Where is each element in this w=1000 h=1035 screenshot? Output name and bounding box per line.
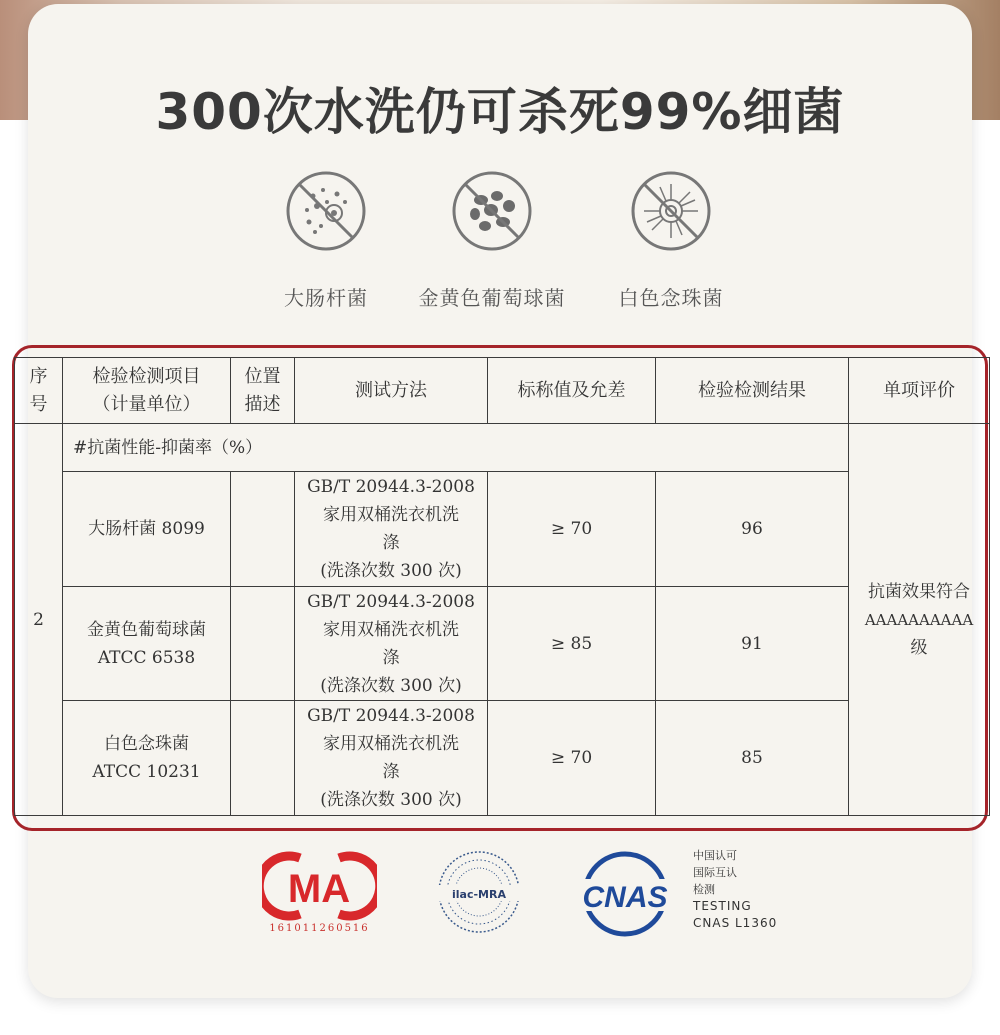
position-cell bbox=[231, 701, 295, 816]
bacteria-label: 金黄色葡萄球菌 bbox=[418, 286, 566, 310]
row-index: 2 bbox=[15, 424, 63, 816]
cma-number: 161011260516 bbox=[269, 923, 370, 934]
table-row bbox=[15, 587, 990, 701]
result-cell: 91 bbox=[656, 587, 849, 701]
cma-logo bbox=[262, 850, 377, 926]
section-title-row bbox=[15, 424, 990, 472]
ilac-mra-logo bbox=[436, 847, 522, 937]
method-cell: GB/T 20944.3-2008 家用双桶洗衣机洗 涤 (洗涤次数 300 次) bbox=[295, 472, 488, 587]
method-cell: GB/T 20944.3-2008 家用双桶洗衣机洗 涤 (洗涤次数 300 次) bbox=[295, 587, 488, 701]
result-cell: 96 bbox=[656, 472, 849, 587]
bacteria-staphylococcus bbox=[392, 170, 592, 311]
svg-text:ilac-MRA: ilac-MRA bbox=[452, 888, 506, 901]
nominal-cell: ≥ 70 bbox=[488, 472, 656, 587]
nominal-cell: ≥ 70 bbox=[488, 701, 656, 816]
header-evaluation: 单项评价 bbox=[849, 358, 990, 424]
cnas-accreditation-text: 中国认可 国际互认 检测 TESTING CNAS L1360 bbox=[693, 849, 778, 930]
certification-logos bbox=[0, 845, 1000, 955]
header-position: 位置 描述 bbox=[231, 358, 295, 424]
result-cell: 85 bbox=[656, 701, 849, 816]
table-row bbox=[15, 472, 990, 587]
item-cell: 金黄色葡萄球菌 ATCC 6538 bbox=[63, 587, 231, 701]
bacteria-label: 白色念珠菌 bbox=[618, 286, 724, 310]
svg-text:MA: MA bbox=[287, 867, 351, 911]
svg-text:CNAS: CNAS bbox=[582, 881, 668, 914]
candida-icon bbox=[630, 170, 712, 252]
bacteria-candida bbox=[571, 170, 771, 311]
header-result: 检验检测结果 bbox=[656, 358, 849, 424]
method-cell: GB/T 20944.3-2008 家用双桶洗衣机洗 涤 (洗涤次数 300 次) bbox=[295, 701, 488, 816]
test-report-table bbox=[14, 357, 990, 816]
header-nominal: 标称值及允差 bbox=[488, 358, 656, 424]
nominal-cell: ≥ 85 bbox=[488, 587, 656, 701]
e-coli-icon bbox=[285, 170, 367, 252]
headline: 300次水洗仍可杀死99%细菌 bbox=[155, 83, 845, 141]
item-cell: 白色念珠菌 ATCC 10231 bbox=[63, 701, 231, 816]
staphylococcus-icon bbox=[451, 170, 533, 252]
header-index: 序 号 bbox=[15, 358, 63, 424]
table-header-row bbox=[15, 358, 990, 424]
header-method: 测试方法 bbox=[295, 358, 488, 424]
item-cell: 大肠杆菌 8099 bbox=[63, 472, 231, 587]
bacteria-label: 大肠杆菌 bbox=[284, 286, 368, 310]
position-cell bbox=[231, 587, 295, 701]
position-cell bbox=[231, 472, 295, 587]
section-title: #抗菌性能-抑菌率（%） bbox=[63, 424, 849, 472]
table-row bbox=[15, 701, 990, 816]
header-item: 检验检测项目 （计量单位） bbox=[63, 358, 231, 424]
cnas-logo bbox=[570, 849, 680, 939]
evaluation-cell: 抗菌效果符合 AAAAAAAAAA 级 bbox=[849, 424, 990, 816]
